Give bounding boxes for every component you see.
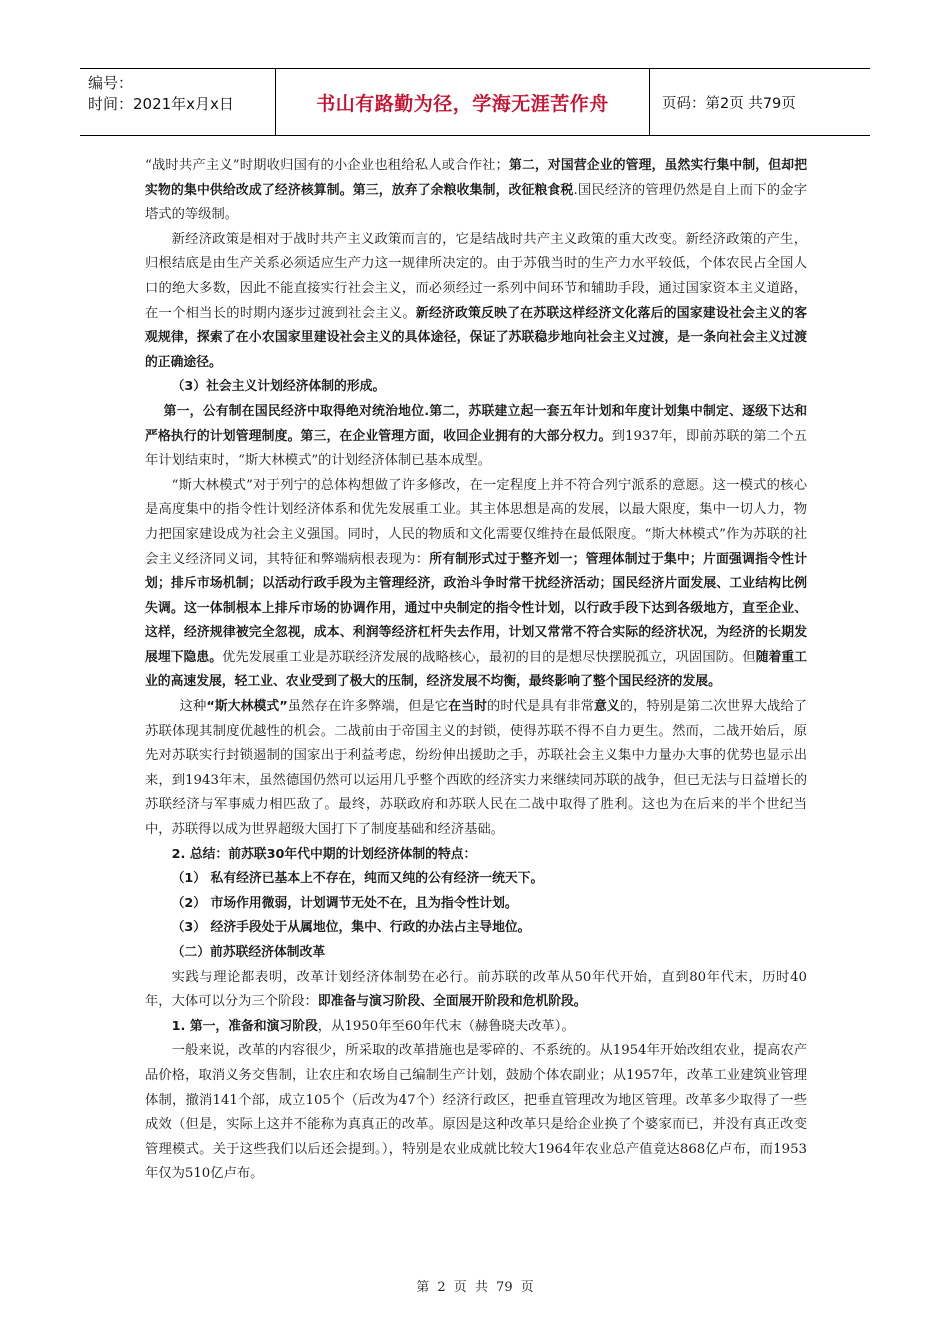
text-run: 的时代是具有非常	[486, 699, 595, 715]
bold-text-run: 2. 总结：前苏联30年代中期的计划经济体制的特点：	[171, 846, 477, 862]
paragraph-12	[145, 966, 807, 1015]
text-run: 到1937年，即前苏联的第二个五年计划结束时，“斯大林模式”的计划经济体制已基本成型。	[145, 428, 808, 469]
header-motto: 书山有路勤为径，学海无涯苦作舟	[276, 69, 650, 135]
document-body	[145, 154, 807, 1187]
text-run: “斯大林模式”对于列宁的总体构想做了许多修改，在一定程度上并不符合列宁派系的意愿。这一模式的核心是高度集中的指令性计划经济体系和优先发展重工业。其主体思想是高的发展，以最大限度，集中一切人力，物力把国家建设成为社会主义强国。同时，人民的物质和文化需要仅维持在最低限度。	[145, 477, 807, 542]
summary-heading	[145, 843, 807, 868]
paragraph-4	[145, 400, 807, 474]
paragraph-6	[145, 695, 807, 843]
paragraph-14	[145, 1039, 807, 1187]
text-run: ，从1950年至60年代末（赫鲁晓夫改革）。	[317, 1018, 575, 1034]
bold-text-run: （3） 经济手段处于从属地位，集中、行政的办法占主导地位。	[171, 920, 531, 936]
bold-text-run: 第二，对国营企业的管理，虽然实行集中制，但却把实物的集中供给改成了经济核算制。第三，放弃了余粮收集制，改征粮食税	[145, 158, 807, 198]
paragraph-1	[145, 154, 807, 228]
time-label: 时间：2021年x月x日	[88, 95, 234, 113]
bold-text-run: 第一，公有制在国民经济中取得绝对统治地位.第二，苏联建立起一套五年计划和年度计划集中制定、逐级下达和严格执行的计划管理制度。第三，在企业管理方面，收回企业拥有的大部分权力。	[145, 403, 807, 444]
text-run: “斯大林模式”作为苏联的社会主义经济同义词，其特征和弊端病根表现为：	[145, 526, 807, 567]
bold-text-run: （1） 私有经济已基本上不存在，纯而又纯的公有经济一统天下。	[171, 871, 544, 887]
bold-text-run: 新经济政策反映了在苏联这样经济文化落后的国家建设社会主义的客观规律，探索了在小农国家里建设社会主义的具体途径，保证了苏联稳步地向社会主义过渡，是一条向社会主义过渡的正确途径。	[145, 305, 808, 370]
stage-heading	[145, 1015, 807, 1040]
paragraph-2	[145, 228, 807, 376]
header-page-label: 页码：第2页 共79页	[662, 95, 796, 112]
text-run: 一般来说，改革的内容很少，所采取的改革措施也是零碎的、不系统的。从1954年开始改组农业，提高农产品价格，取消义务交售制，让农庄和农场自己编制生产计划，鼓励个体农副业；从1957年，改革工业建筑业管理体制，撤消141个部，成立105个（后改为47个）经济行政区，把垂直管理改为地区管理。改革多少取得了一些成效（但是，实际上这并不能称为真真正的改革。原因是这种改革只是给企业换了个婆家而已，并没有真正改变管理模式。关于这些我们以后还会提到。），特别是农业成就比较大1964年农业总产值竟达868亿卢布，而1953年仅为510亿卢布。	[145, 1043, 807, 1182]
page-footer: 第 2 页 共 79 页	[416, 1280, 534, 1295]
summary-item-3	[145, 916, 807, 941]
doc-number-label: 编号：	[88, 74, 134, 92]
summary-item-2	[145, 892, 807, 917]
text-run: 优先发展重工业是苏联经济发展的战略核心，最初的目的是想尽快摆脱孤立，巩固国防。但	[222, 649, 756, 665]
bold-text-run: （3）社会主义计划经济体制的形成。	[171, 379, 386, 395]
bold-text-run: 意义	[594, 699, 620, 715]
paragraph-3	[145, 375, 807, 400]
bold-text-run: 所有制形式过于整齐划一；管理体制过于集中；片面强调指令性计划；排斥市场机制；以活动行政手段为主管理经济，政治斗争时常干扰经济活动；国民经济片面发展、工业结构比例失调。这一体制根本上排斥市场的协调作用，通过中央制定的指令性计划，以行政手段下达到各级地方，直至企业、这样，经济规律被完全忽视，成本、利润等经济杠杆失去作用，计划又常常不符合实际的经济状况，为经济的长期发展埋下隐患。	[145, 551, 808, 665]
section-heading	[145, 941, 807, 966]
bold-text-run: （二）前苏联经济体制改革	[171, 945, 326, 960]
text-run: “战时共产主义”时期收归国有的小企业也租给私人或合作社；	[145, 158, 509, 173]
header-meta	[80, 69, 276, 135]
bold-text-run: 即准备与演习阶段、全面展开阶段和危机阶段。	[317, 994, 587, 1010]
page-header	[80, 68, 870, 136]
text-run: 的，特别是第二次世界大战给了苏联体现其制度优越性的机会。二战前由于帝国主义的封锁，使得苏联不得不自力更生。然而，二战开始后，原先对苏联实行封锁遏制的国家出于利益考虑，纷纷伸出援助之手，苏联社会主义集中力量办大事的优势也显示出来，到1943年末，虽然德国仍然可以运用几乎整个西欧的经济实力来继续同苏联的战争，但已无法与日益增长的苏联经济与军事威力相匹敌了。最终，苏联政府和苏联人民在二战中取得了胜利。这也为在后来的半个世纪当中，苏联得以成为世界超级大国打下了制度基础和经济基础。	[145, 699, 808, 838]
bold-text-run: （2） 市场作用微弱，计划调节无处不在，且为指令性计划。	[171, 895, 518, 911]
text-run: 实践与理论都表明，改革计划经济体制势在必行。前苏联的改革从50年代开始，直到80年代末，历时40年，大体可以分为三个阶段：	[145, 969, 807, 1010]
paragraph-5	[145, 474, 807, 695]
bold-text-run: 随着重工业的高速发展，轻工业、农业受到了极大的压制，经济发展不均衡，最终影响了整个国民经济的发展。	[145, 649, 808, 690]
bold-text-run: 1. 第一，准备和演习阶段	[171, 1018, 318, 1034]
text-run: .国民经济的管理仍然是自上而下的金字塔式的等级制。	[145, 182, 807, 223]
text-run: 这种	[179, 699, 207, 715]
text-run: 新经济政策是相对于战时共产主义政策而言的，它是结战时共产主义政策的重大改变。新经济政策的产生，归根结底是由生产关系必须适应生产力这一规律所决定的。由于苏俄当时的生产力水平较低，个体农民占全国人口的绝大多数，因此不能直接实行社会主义，而必须经过一系列中间环节和辅助手段，通过国家资本主义道路，在一个相当长的时期内逐步过渡到社会主义。	[145, 231, 807, 321]
text-run: 虽然存在许多弊端，但是它	[287, 699, 449, 715]
summary-item-1	[145, 867, 807, 892]
bold-text-run: “斯大林模式”	[206, 699, 288, 715]
bold-text-run: 在当时	[448, 699, 487, 715]
